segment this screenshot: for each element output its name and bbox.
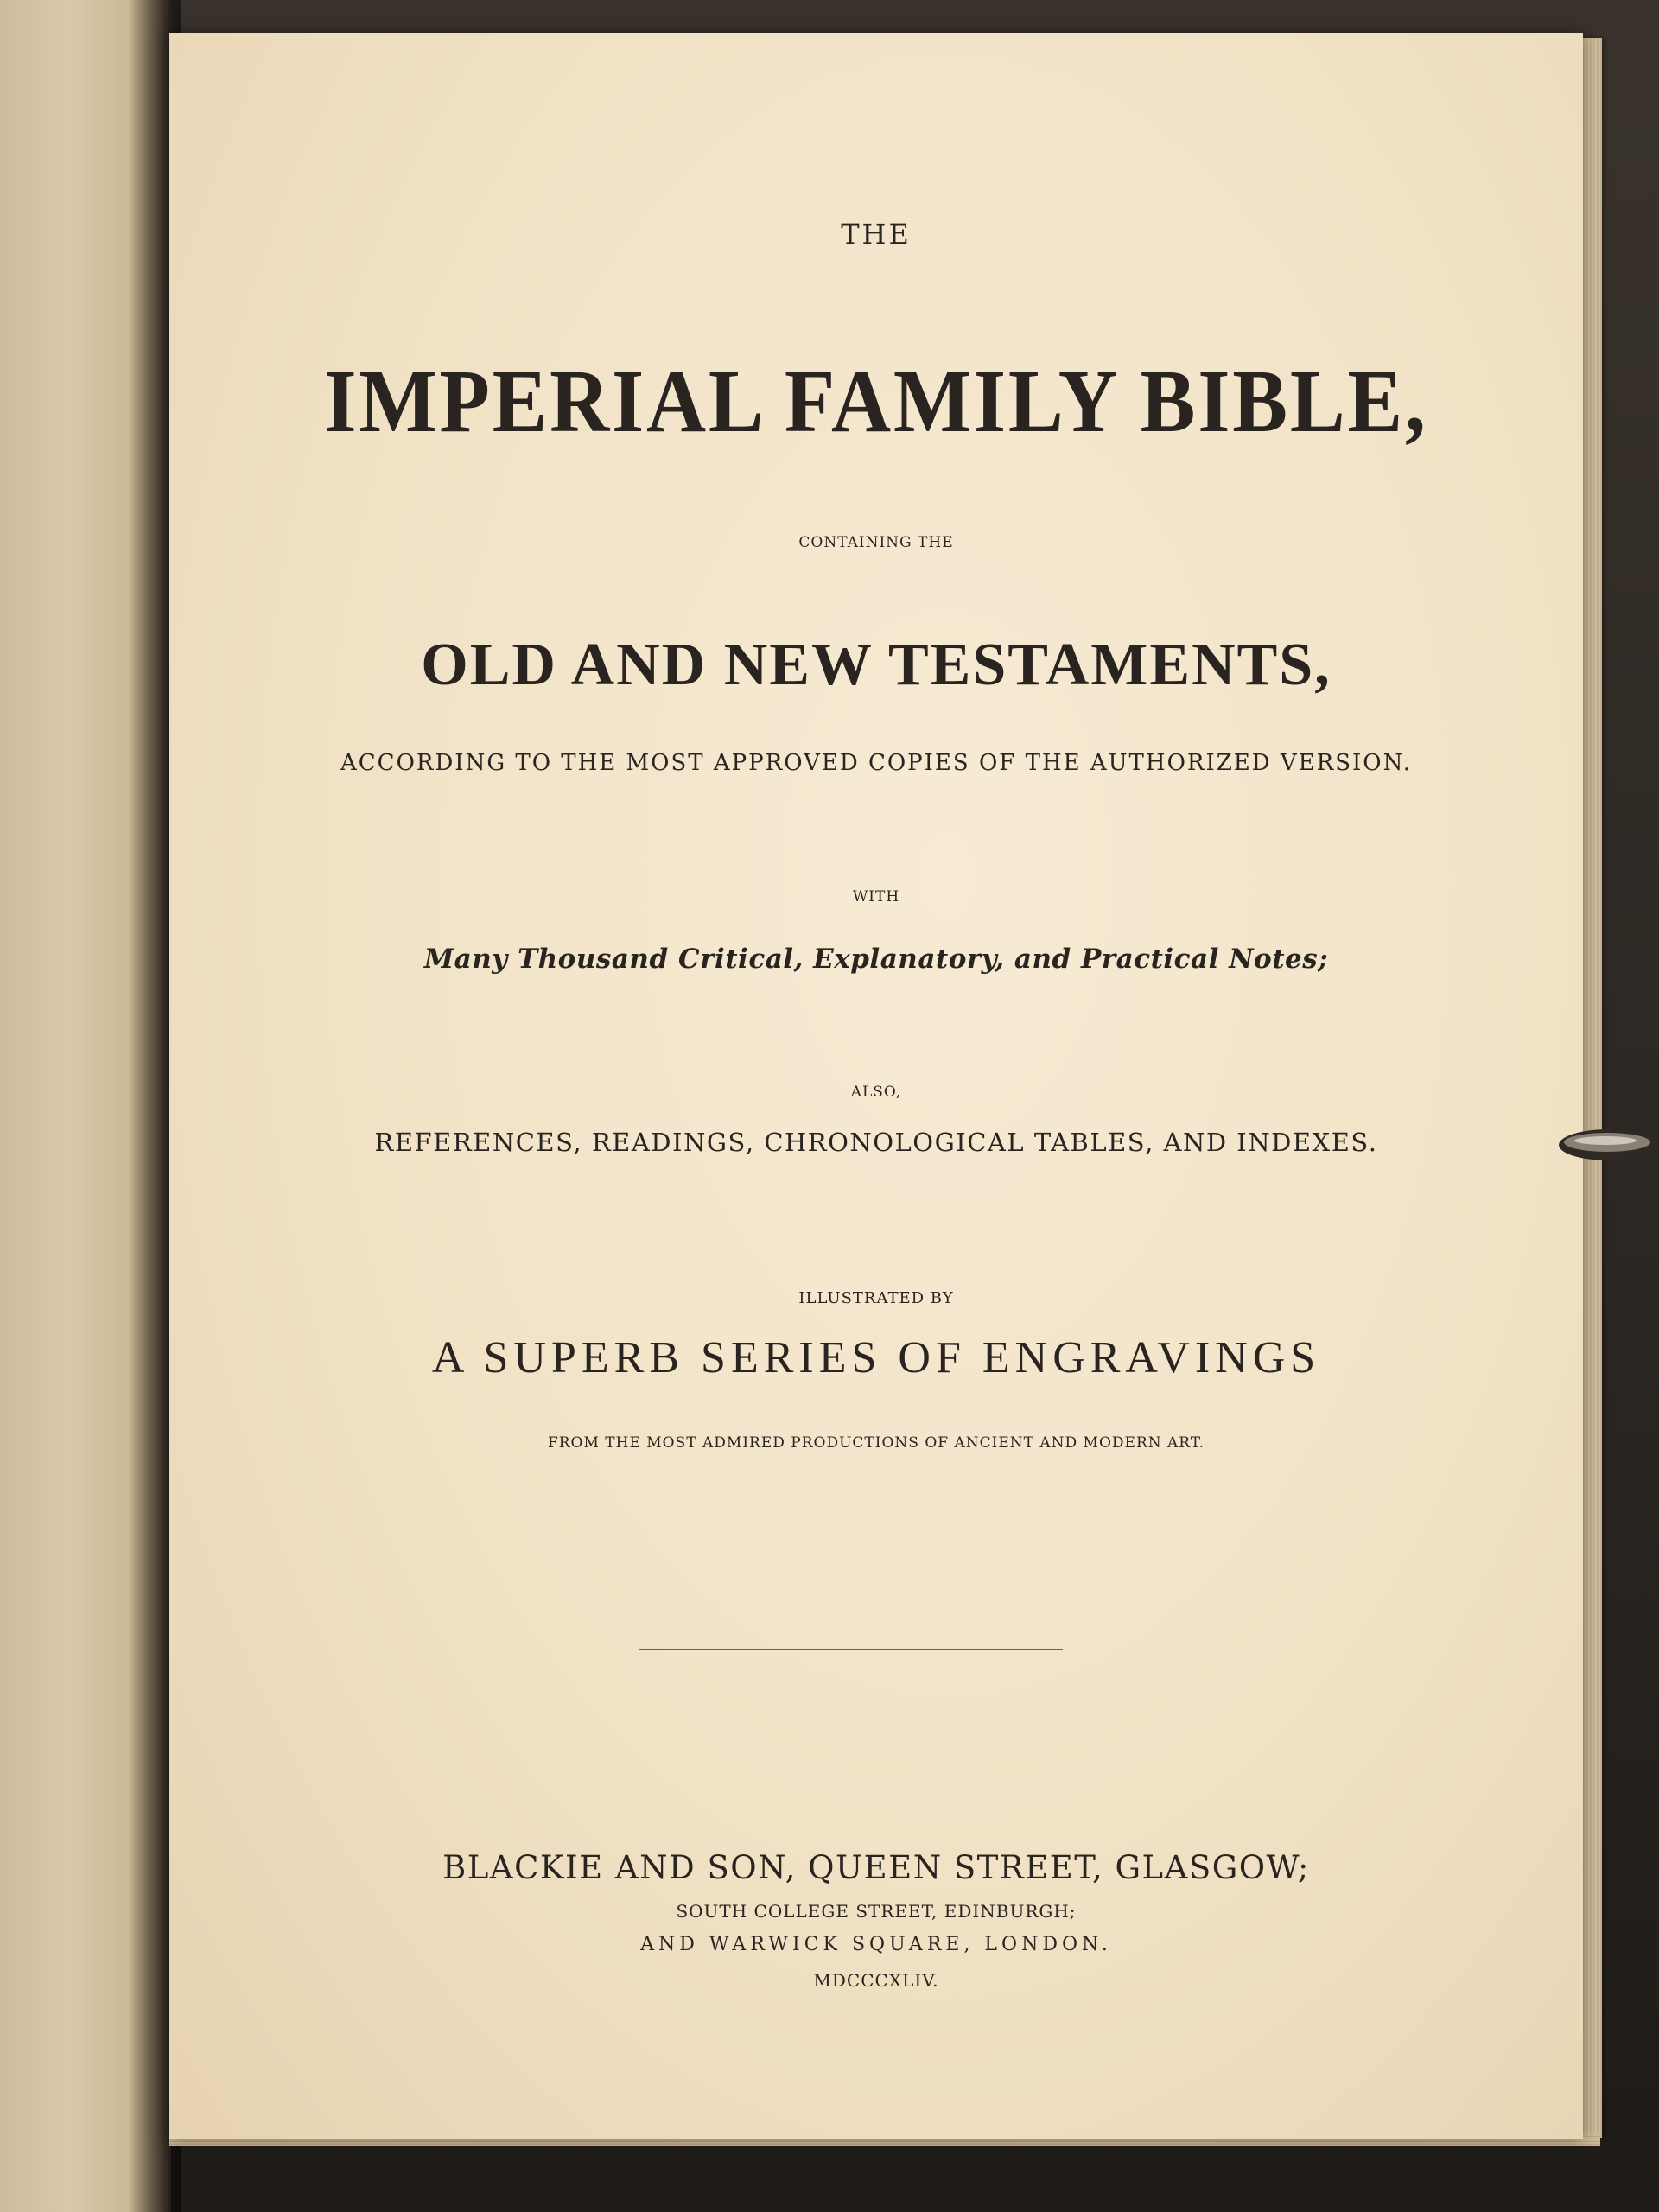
illustrated-by-line: ILLUSTRATED BY <box>798 1289 954 1307</box>
publisher-line: BLACKIE AND SON, QUEEN STREET, GLASGOW; <box>442 1849 1310 1886</box>
london-address: AND WARWICK SQUARE, LONDON. <box>640 1934 1112 1955</box>
references-line: REFERENCES, READINGS, CHRONOLOGICAL TABLES, AND INDEXES. <box>374 1128 1378 1157</box>
publication-date: MDCCCXLIV. <box>813 1970 939 1991</box>
notes-line: Many Thousand Critical, Explanatory, and Practical Notes; <box>423 944 1329 975</box>
art-source-line: FROM THE MOST ADMIRED PRODUCTIONS OF ANCIENT AND MODERN ART. <box>547 1434 1205 1452</box>
version-line: ACCORDING TO THE MOST APPROVED COPIES OF THE AUTHORIZED VERSION. <box>340 750 1412 776</box>
containing-line: CONTAINING THE <box>798 534 954 551</box>
with-line: WITH <box>852 888 900 906</box>
testaments-heading: OLD AND NEW TESTAMENTS, <box>421 632 1332 698</box>
main-title: IMPERIAL FAMILY BIBLE, <box>324 352 1428 451</box>
divider-rule <box>639 1649 1063 1650</box>
page-edges-right <box>1581 38 1602 2138</box>
engravings-heading: A SUPERB SERIES OF ENGRAVINGS <box>431 1333 1321 1382</box>
edinburgh-address: SOUTH COLLEGE STREET, EDINBURGH; <box>676 1901 1077 1922</box>
also-line: ALSO, <box>850 1084 902 1101</box>
title-article: THE <box>841 218 912 251</box>
